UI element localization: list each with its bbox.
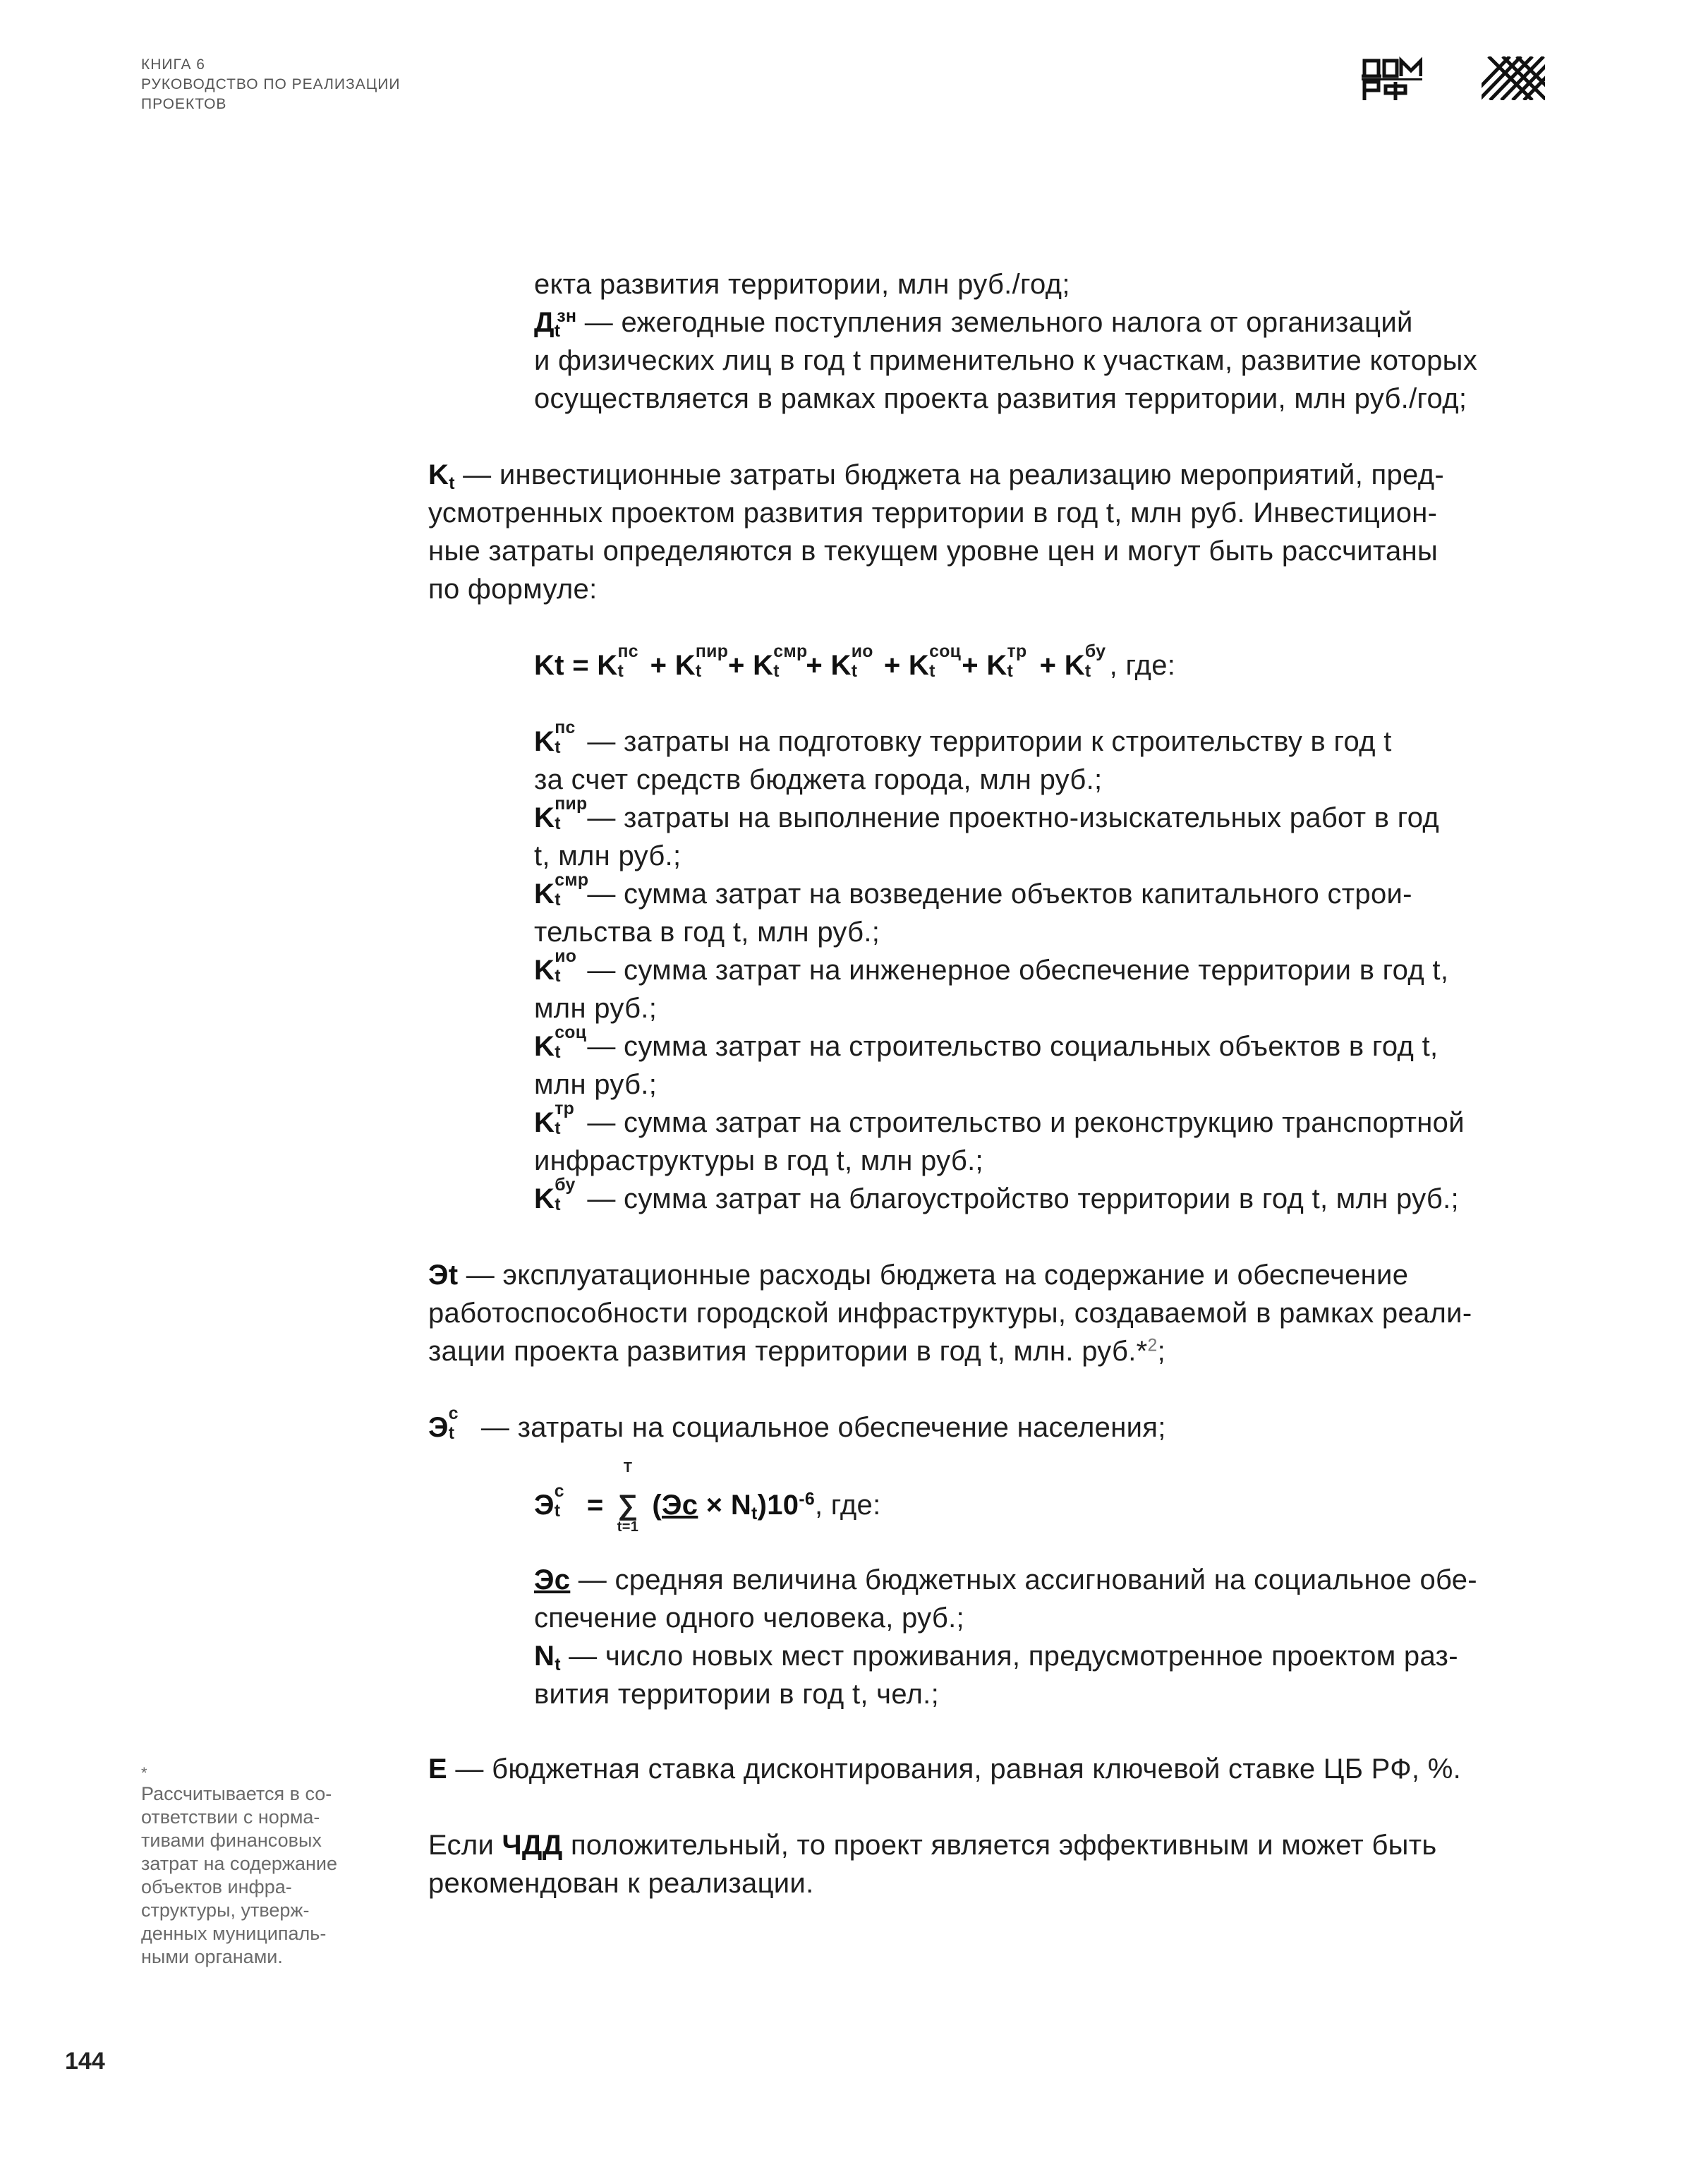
header-title: РУКОВОДСТВО ПО РЕАЛИЗАЦИИ (141, 76, 401, 92)
definition-text: — затраты на социальное обеспечение населения; (473, 1412, 1166, 1443)
symbol-sup: ио (555, 947, 577, 967)
symbol-sub: t (773, 661, 780, 681)
definition-text: — сумма затрат на возведение объектов капитального строи- (579, 879, 1412, 910)
text-line (428, 456, 1564, 494)
symbol-sup: тр (1007, 642, 1027, 662)
symbol-scripts (929, 642, 962, 681)
dom-rf-logo (1362, 56, 1422, 102)
symbol: K (908, 650, 930, 681)
definition-text: — затраты на выполнение проектно-изыскательных работ в год (579, 802, 1440, 833)
margin-footnote (141, 1764, 395, 1969)
symbol: K (534, 1031, 555, 1062)
symbol-scripts (555, 795, 588, 833)
text-line: тельства в год t, млн руб.; (534, 917, 880, 948)
definition-text: — ежегодные поступления земельного налога от организаций (576, 307, 1413, 338)
symbol-sup: тр (555, 1099, 575, 1119)
text-line (428, 1332, 1564, 1370)
definition-text: — средняя величина бюджетных ассигнований на социальное обе- (570, 1564, 1477, 1595)
footnote-star: * (141, 1764, 147, 1782)
symbol-sub: t (555, 737, 561, 757)
bracket-factor: )10 (757, 1490, 799, 1521)
symbol: K (753, 650, 774, 681)
social-components-definitions (534, 1561, 1564, 1713)
symbol-sup: с (448, 1404, 459, 1424)
symbol: K (534, 879, 555, 910)
symbol-scripts (851, 642, 876, 681)
footnote-line: Рассчитывается в со- (141, 1783, 332, 1804)
pattern-logo (1482, 56, 1545, 100)
text-line (534, 1099, 1564, 1142)
symbol: K (597, 650, 618, 681)
text-line: млн руб.; (534, 993, 658, 1024)
sum-sign: ∑ (617, 1490, 638, 1521)
symbol-sup: соц (929, 642, 962, 662)
symbol-sub: t (555, 1655, 561, 1674)
symbol-scripts (555, 947, 579, 986)
text-line (534, 795, 1564, 837)
text-line (534, 1637, 1564, 1675)
text-line (534, 1561, 1564, 1599)
symbol-sup: пс (555, 718, 576, 738)
text-line: осуществляется в рамках проекта развития территории, млн руб./год; (534, 383, 1467, 414)
symbol-sup: зн (557, 307, 577, 327)
symbol: N (534, 1641, 555, 1672)
symbol: Э (428, 1412, 449, 1443)
definition-text: — сумма затрат на инженерное обеспечение территории в год t, (579, 955, 1449, 986)
symbol: K (534, 802, 555, 833)
symbol: Эс (534, 1564, 571, 1595)
symbol-sup: бу (1084, 642, 1106, 662)
text-line: рекомендован к реализации. (428, 1868, 814, 1899)
symbol-scripts (555, 871, 589, 910)
symbol: K (428, 459, 449, 490)
symbol-scripts (555, 1099, 579, 1138)
times-sign: × (698, 1490, 731, 1521)
symbol-sub: t (449, 473, 455, 493)
formula-line (534, 642, 1564, 684)
footnote-line: тивами финансовых (141, 1830, 322, 1851)
text-line (534, 947, 1564, 989)
footnote-ref: 2 (1147, 1336, 1158, 1356)
symbol-sup: смр (773, 642, 808, 662)
text-line: работоспособности городской инфраструктуры, создаваемой в рамках реали- (428, 1298, 1472, 1329)
symbol-scripts (617, 642, 642, 681)
plus-sign: + (642, 650, 675, 681)
social-costs-paragraph (428, 1404, 1564, 1447)
footnote-line: структуры, утверж- (141, 1900, 310, 1921)
text-line: за счет средств бюджета города, млн руб.; (534, 764, 1103, 795)
text-line: усмотренных проектом развития территории в год t, млн руб. Инвестицион- (428, 497, 1438, 529)
formula-tail: , где: (814, 1490, 881, 1521)
text-line (534, 1023, 1564, 1066)
text-line: инфраструктуры в год t, млн руб.; (534, 1145, 983, 1176)
formula-investment (534, 642, 1564, 684)
header-book: КНИГА 6 (141, 56, 205, 73)
symbol-sub: t (555, 1042, 561, 1062)
symbol-scripts (555, 1176, 579, 1214)
bracket: ( (643, 1490, 662, 1521)
exponent: -6 (799, 1490, 815, 1509)
plus-sign: + (720, 650, 753, 681)
definition-text: — эксплуатационные расходы бюджета на содержание и обеспечение (458, 1260, 1409, 1291)
symbol-sub: t (448, 1423, 455, 1443)
definition-text: — сумма затрат на строительство и реконструкцию транспортной (579, 1107, 1465, 1138)
formula-tail: , где: (1109, 650, 1176, 681)
land-tax-definition (534, 265, 1564, 418)
formula-term (674, 642, 729, 681)
plus-sign: + (1031, 650, 1065, 681)
sum-lower-limit: t=1 (617, 1519, 639, 1535)
symbol-scripts (773, 642, 808, 681)
symbol-sub: t (695, 661, 702, 681)
text-line (428, 1826, 1564, 1864)
symbol-scripts (555, 1023, 587, 1062)
formula-lhs: Kt = (534, 650, 598, 681)
symbol-scripts (448, 1404, 473, 1443)
definition-text: ; (1157, 1336, 1166, 1367)
text-line (428, 1750, 1564, 1788)
symbol-sub: t (555, 1118, 561, 1138)
operating-costs-paragraph (428, 1256, 1564, 1370)
symbol-scripts (555, 718, 579, 757)
plus-sign: + (876, 650, 909, 681)
definition-text: — бюджетная ставка дисконтирования, равная ключевой ставке ЦБ РФ, %. (447, 1753, 1462, 1785)
formula-term (830, 642, 876, 681)
symbol: Д (534, 307, 555, 338)
formula-term (597, 642, 642, 681)
text-line: екта развития территории, млн руб./год; (534, 269, 1070, 300)
symbol: K (534, 1107, 555, 1138)
symbol: Э (534, 1490, 555, 1521)
symbol-sub: t (1007, 661, 1014, 681)
symbol: K (534, 955, 555, 986)
symbol-sup: пир (555, 795, 588, 814)
symbol-scripts (1007, 642, 1032, 681)
formula-term (1064, 642, 1110, 681)
symbol: K (1064, 650, 1085, 681)
text-line (534, 303, 1564, 342)
text-line: млн руб.; (534, 1069, 658, 1100)
symbol-sub: t (617, 661, 624, 681)
symbol-sub: t (554, 321, 561, 341)
definition-text: — число новых мест проживания, предусмотренное проектом раз- (560, 1641, 1458, 1672)
footnote-line: ответствии с норма- (141, 1806, 320, 1828)
page-number: 144 (65, 2048, 105, 2075)
definition-text: — сумма затрат на строительство социальных объектов в год t, (579, 1031, 1439, 1062)
symbol: Е (428, 1753, 447, 1785)
formula-line (534, 1460, 1564, 1535)
text: положительный, то проект является эффективным и может быть (562, 1830, 1437, 1861)
text-line (534, 1176, 1564, 1218)
symbol-sup: пир (695, 642, 729, 662)
symbol-sub: t (751, 1504, 758, 1523)
definition-text: — затраты на подготовку территории к строительству в год t (579, 726, 1392, 757)
symbol-sub: t (1084, 661, 1091, 681)
npv-term: ЧДД (502, 1830, 563, 1861)
symbol-sub: t (555, 814, 561, 833)
symbol-sub: t (851, 661, 858, 681)
footnote-line: ными органами. (141, 1946, 283, 1967)
text-line: спечение одного человека, руб.; (534, 1602, 964, 1634)
symbol-scripts (554, 1482, 579, 1521)
running-header (141, 55, 400, 114)
symbol-sup: ио (851, 642, 873, 662)
symbol-sub: t (555, 890, 561, 910)
text: Если (428, 1830, 502, 1861)
text-line: вития территории в год t, чел.; (534, 1679, 940, 1710)
plus-sign: + (953, 650, 987, 681)
symbol-sup: бу (555, 1176, 576, 1195)
definition-text: — сумма затрат на благоустройство территории в год t, млн руб.; (579, 1183, 1459, 1214)
conclusion-paragraph (428, 1826, 1564, 1902)
text-line (428, 1404, 1564, 1447)
symbol-sub: t (555, 966, 561, 986)
symbol-scripts (695, 642, 729, 681)
discount-rate-paragraph (428, 1750, 1564, 1788)
text-line: и физических лиц в год t применительно к участкам, развитие которых (534, 345, 1478, 376)
symbol-scripts (1084, 642, 1110, 681)
footnote-line: денных муниципаль- (141, 1923, 327, 1944)
formula-term (986, 642, 1031, 681)
symbol-sup: с (554, 1482, 564, 1502)
definition-text: зации проекта развития территории в год t, млн. руб.* (428, 1336, 1148, 1367)
text-line: t, млн руб.; (534, 840, 682, 871)
formula-term (908, 642, 962, 681)
footnote-line: объектов инфра- (141, 1876, 292, 1897)
symbol: Эс (662, 1490, 698, 1521)
definition-text: — инвестиционные затраты бюджета на реализацию мероприятий, пред- (454, 459, 1444, 490)
symbol: K (674, 650, 696, 681)
symbol-sub: t (554, 1501, 561, 1521)
investment-components-definitions (534, 718, 1564, 1218)
footnote-line: затрат на содержание (141, 1853, 338, 1874)
summation (612, 1460, 644, 1535)
investment-costs-paragraph (428, 456, 1564, 608)
symbol: N (730, 1490, 752, 1521)
equals-sign: = (579, 1490, 612, 1521)
formula-social (534, 1460, 1564, 1535)
symbol: K (534, 1183, 555, 1214)
symbol-sub: t (555, 1195, 561, 1214)
plus-sign: + (798, 650, 831, 681)
text-line: по формуле: (428, 574, 598, 605)
symbol-sup: соц (555, 1023, 587, 1043)
text-line: ные затраты определяются в текущем уровне цен и могут быть рассчитаны (428, 536, 1439, 567)
text-line (428, 1256, 1564, 1294)
symbol: K (534, 726, 555, 757)
symbol: Эt (428, 1260, 459, 1291)
symbol-sup: пс (617, 642, 638, 662)
symbol: K (830, 650, 852, 681)
symbol: K (986, 650, 1007, 681)
formula-term (753, 642, 808, 681)
symbol-sub: t (929, 661, 935, 681)
symbol-sup: смр (555, 871, 589, 891)
text-line (534, 871, 1564, 913)
text-line (534, 718, 1564, 761)
sum-upper-limit: T (623, 1460, 633, 1475)
header-title-cont: ПРОЕКТОВ (141, 96, 227, 112)
